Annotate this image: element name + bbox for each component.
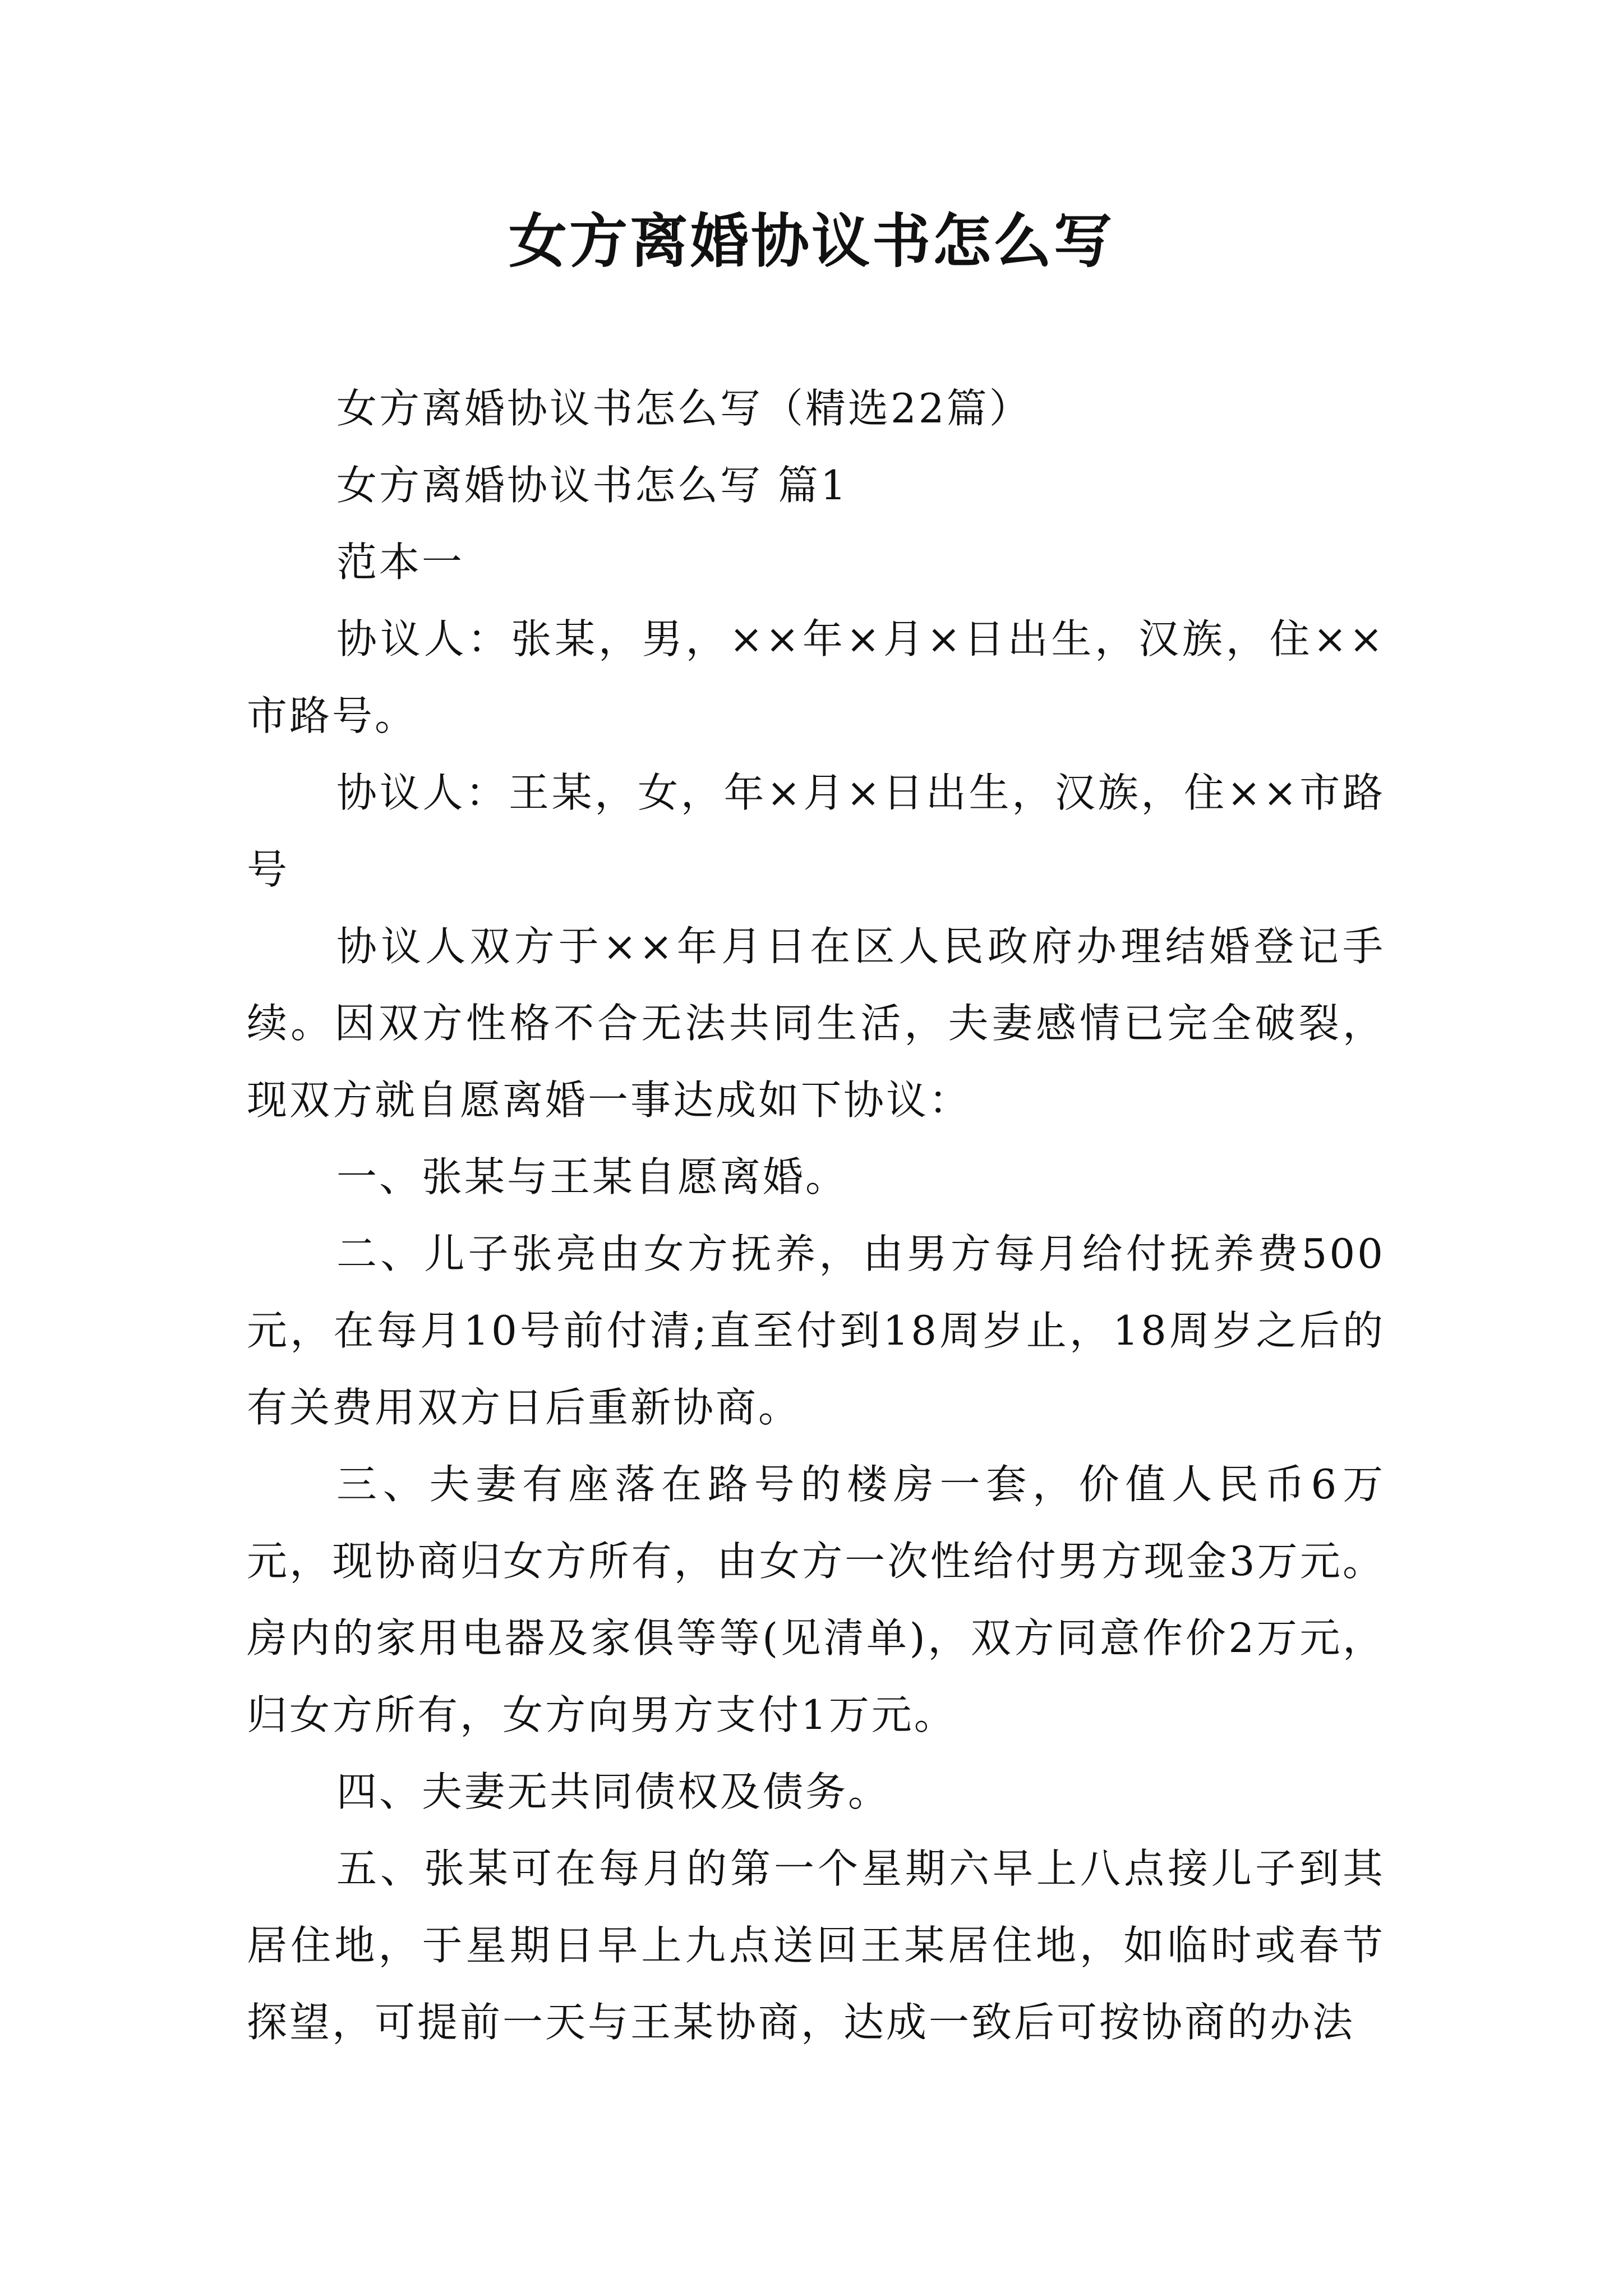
paragraph-section-heading: 女方离婚协议书怎么写 篇1	[336, 462, 849, 509]
paragraph-clause-4: 四、夫妻无共同债权及债务。	[336, 1768, 891, 1815]
document-title: 女方离婚协议书怎么写	[508, 206, 1114, 275]
document-body	[247, 370, 1385, 2061]
paragraph-clause-3: 三、夫妻有座落在路号的楼房一套，价值人民币6万元，现协商归女方所有，由女方一次性给付男方现金3万元。房内的家用电器及家俱等等(见清单)，双方同意作价2万元，归女方所有，女方向男方支付1万元。	[247, 1461, 1385, 1738]
paragraph-template-label: 范本一	[336, 539, 465, 586]
paragraph-clause-5: 五、张某可在每月的第一个星期六早上八点接儿子到其居住地，于星期日早上九点送回王某居住地，如临时或春节探望，可提前一天与王某协商，达成一致后可按协商的办法	[247, 1845, 1385, 2046]
paragraph-party-two: 协议人：王某，女，年×月×日出生，汉族，住××市路号	[247, 769, 1385, 893]
paragraph-clause-1: 一、张某与王某自愿离婚。	[336, 1153, 849, 1200]
paragraph-subtitle: 女方离婚协议书怎么写（精选22篇）	[336, 385, 1032, 432]
paragraph-party-one: 协议人：张某，男，××年×月×日出生，汉族，住××市路号。	[247, 615, 1385, 739]
paragraph-clause-2: 二、儿子张亮由女方抚养，由男方每月给付抚养费500元，在每月10号前付清;直至付到18周岁止，18周岁之后的有关费用双方日后重新协商。	[247, 1230, 1385, 1431]
paragraph-preamble: 协议人双方于××年月日在区人民政府办理结婚登记手续。因双方性格不合无法共同生活，夫妻感情已完全破裂，现双方就自愿离婚一事达成如下协议：	[247, 923, 1385, 1124]
